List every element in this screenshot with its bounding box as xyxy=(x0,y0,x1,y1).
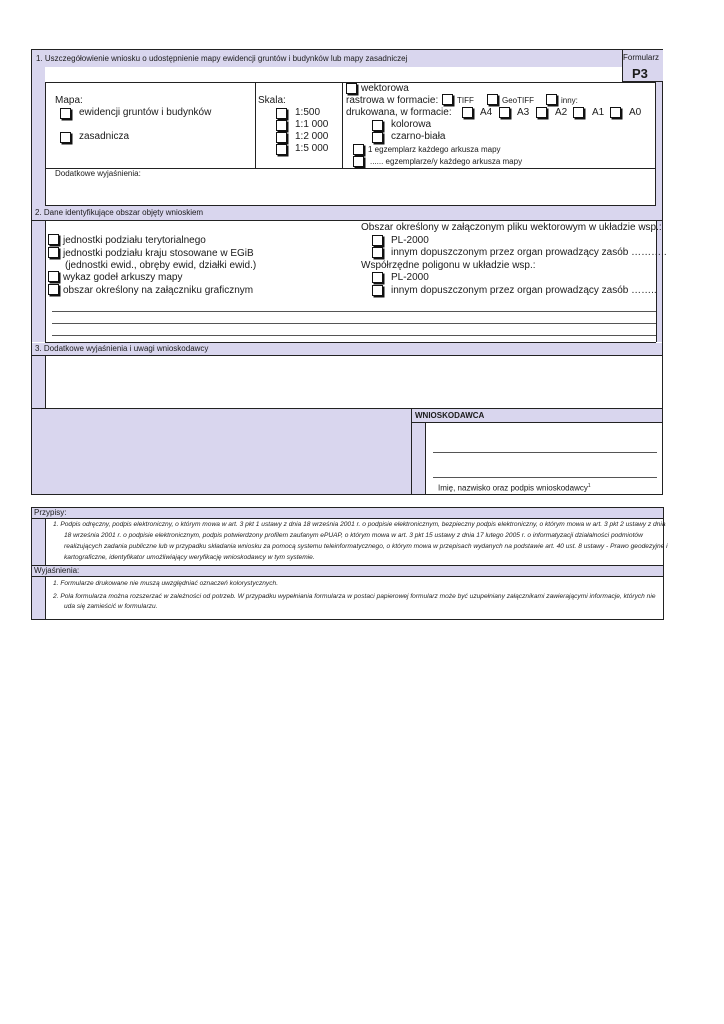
scale-500-checkbox[interactable] xyxy=(276,108,287,119)
a3-checkbox[interactable] xyxy=(499,107,510,118)
scale-2000-label: 1:2 000 xyxy=(295,131,329,142)
polygon-other-label: innym dopuszczonym przez organ prowadzący zasób …….. xyxy=(391,285,657,296)
a1-label: A1 xyxy=(592,107,605,118)
section3-title: 3. Dodatkowe wyjaśnienia i uwagi wnioskodawcy xyxy=(35,344,209,353)
map-label: Mapa: xyxy=(55,95,83,106)
vector-area-label: Obszar określony w załączonym pliku wektorowym w układzie wsp.: xyxy=(361,222,662,233)
section1-title: 1. Uszczegółowienie wniosku o udostępnienie mapy ewidencji gruntów i budynków lub mapy zasadniczej xyxy=(36,54,408,63)
scale-500-label: 1:500 xyxy=(295,107,321,118)
a3-label: A3 xyxy=(517,107,530,118)
explanation-line-1: 1. Formularze drukowane nie muszą uwzględniać oznaczeń kolorystycznych. xyxy=(53,580,279,587)
graphic-area-checkbox[interactable] xyxy=(48,284,59,295)
other-raster-label: inny: xyxy=(561,96,578,105)
regulations-header xyxy=(32,508,663,518)
many-copies-checkbox[interactable] xyxy=(353,156,364,167)
map-egib-label: ewidencji gruntów i budynków xyxy=(79,107,212,118)
regulation-line-3: realizujących zadania publiczne lub w przypadku składania wniosku za pomocą systemu teleinformatycznego, o którym mowa w przepisach wydanych na podstawie art. 40 ust. 8 ustawy - Prawo geodezyjne i xyxy=(64,543,668,550)
egib-units-checkbox[interactable] xyxy=(48,247,59,258)
color-checkbox[interactable] xyxy=(372,120,383,131)
one-copy-checkbox[interactable] xyxy=(353,144,364,155)
one-copy-label: 1 egzemplarz każdego arkusza mapy xyxy=(368,145,501,154)
left-margin-strip-2 xyxy=(32,220,45,342)
a0-checkbox[interactable] xyxy=(610,107,621,118)
polygon-other-checkbox[interactable] xyxy=(372,285,383,296)
regulations-strip xyxy=(32,519,45,565)
form-label: Formularz xyxy=(623,53,660,62)
graphic-area-label: obszar określony na załączniku graficznym xyxy=(63,285,254,296)
signature-line-1[interactable] xyxy=(433,452,657,453)
applicant-left-strip xyxy=(412,423,425,494)
regulation-line-4: kartograficzne, identyfikator umożliwiający weryfikację wnioskodawcy w tym systemie. xyxy=(64,554,315,561)
map-zasadnicza-checkbox[interactable] xyxy=(60,132,71,143)
area-text-line-2[interactable] xyxy=(52,323,656,324)
vector-other-label: innym dopuszczonym przez organ prowadzący zasób ……….. xyxy=(391,247,667,258)
scale-2000-checkbox[interactable] xyxy=(276,132,287,143)
color-label: kolorowa xyxy=(391,119,432,130)
vector-pl2000-label: PL-2000 xyxy=(391,235,429,246)
remarks-field[interactable] xyxy=(46,356,662,408)
raster-label: rastrowa w formacie: xyxy=(346,95,439,106)
polygon-label: Współrzędne poligonu w układzie wsp.: xyxy=(361,260,536,271)
right-margin-strip xyxy=(655,82,662,206)
applicant-left-area xyxy=(32,409,411,494)
vector-pl2000-checkbox[interactable] xyxy=(372,235,383,246)
explanation-line-2: 2. Pola formularza można rozszerzać w zależności od potrzeb. W przypadku wypełniania formularza w postaci papierowej formularz może być uzupełniany załącznikami zawierającymi informacje, których nie xyxy=(53,593,656,600)
map-zasadnicza-label: zasadnicza xyxy=(79,131,130,142)
applicant-title: WNIOSKODAWCA xyxy=(415,411,485,420)
bw-checkbox[interactable] xyxy=(372,132,383,143)
polygon-pl2000-checkbox[interactable] xyxy=(372,272,383,283)
regulation-line-1: 1. Podpis odręczny, podpis elektroniczny, o którym mowa w art. 3 pkt 1 ustawy z dnia 18 września 2001 r. o podpisie elektronicznym, bezpieczny podpis elektroniczny, o którym mowa w art. 3 pkt 2 ustawy z dnia xyxy=(53,521,666,528)
egib-units-detail: (jednostki ewid., obręby ewid, działki ewid.) xyxy=(65,260,257,271)
area-text-line-3[interactable] xyxy=(52,335,656,336)
signature-footnote-ref: 1 xyxy=(587,483,591,489)
signature-label xyxy=(438,484,591,493)
a2-label: A2 xyxy=(555,107,568,118)
left-margin-strip-3 xyxy=(32,355,45,408)
geotiff-label: GeoTIFF xyxy=(502,96,535,105)
geotiff-checkbox[interactable] xyxy=(487,94,498,105)
extra-explanations-label: Dodatkowe wyjaśnienia: xyxy=(55,169,141,178)
teryt-label: jednostki podziału terytorialnego xyxy=(63,235,206,246)
vector-label: wektorowa xyxy=(361,83,409,94)
sheets-checkbox[interactable] xyxy=(48,271,59,282)
sheets-label: wykaz godeł arkuszy mapy xyxy=(63,272,183,283)
area-text-line-1[interactable] xyxy=(52,311,656,312)
a0-label: A0 xyxy=(629,107,642,118)
vector-checkbox[interactable] xyxy=(346,83,357,94)
explanation-line-3: uda się zamieścić w formularzu. xyxy=(64,603,158,610)
a2-checkbox[interactable] xyxy=(536,107,547,118)
a4-checkbox[interactable] xyxy=(462,107,473,118)
explanations-label: Wyjaśnienia: xyxy=(34,566,80,575)
regulation-line-2: 18 września 2001 r. o podpisie elektronicznym, podpis potwierdzony profilem zaufanym ePUAP, o którym mowa w art. 3 pkt 15 ustawy z dnia 17 lutego 2005 r. o informatyzacji działalności podmiotów xyxy=(64,532,643,539)
map-egib-checkbox[interactable] xyxy=(60,108,71,119)
printed-label: drukowana, w formacie: xyxy=(346,107,452,118)
vector-other-checkbox[interactable] xyxy=(372,247,383,258)
scale-1000-label: 1:1 000 xyxy=(295,119,329,130)
egib-units-label: jednostki podziału kraju stosowane w EGiB xyxy=(63,248,254,259)
polygon-pl2000-label: PL-2000 xyxy=(391,272,429,283)
scale-5000-label: 1:5 000 xyxy=(295,143,329,154)
scale-1000-checkbox[interactable] xyxy=(276,120,287,131)
bw-label: czarno-biała xyxy=(391,131,446,142)
scale-5000-checkbox[interactable] xyxy=(276,144,287,155)
a1-checkbox[interactable] xyxy=(573,107,584,118)
signature-label-text: Imię, nazwisko oraz podpis wnioskodawcy xyxy=(438,483,588,493)
teryt-checkbox[interactable] xyxy=(48,234,59,245)
section2-title: 2. Dane identyfikujące obszar objęty wnioskiem xyxy=(35,208,204,217)
signature-line-2[interactable] xyxy=(433,477,657,478)
form-code: P3 xyxy=(632,66,648,81)
regulations-label: Przypisy: xyxy=(34,508,67,517)
tiff-label: TIFF xyxy=(457,96,474,105)
left-margin-strip xyxy=(32,67,45,206)
scale-label: Skala: xyxy=(258,95,286,106)
many-copies-label: ...... egzemplarze/y każdego arkusza mapy xyxy=(370,157,523,166)
a4-label: A4 xyxy=(480,107,493,118)
tiff-checkbox[interactable] xyxy=(442,94,453,105)
explanations-strip xyxy=(32,577,45,619)
other-raster-checkbox[interactable] xyxy=(546,94,557,105)
right-margin-strip-s2 xyxy=(657,221,662,342)
explanations-header xyxy=(32,566,663,576)
